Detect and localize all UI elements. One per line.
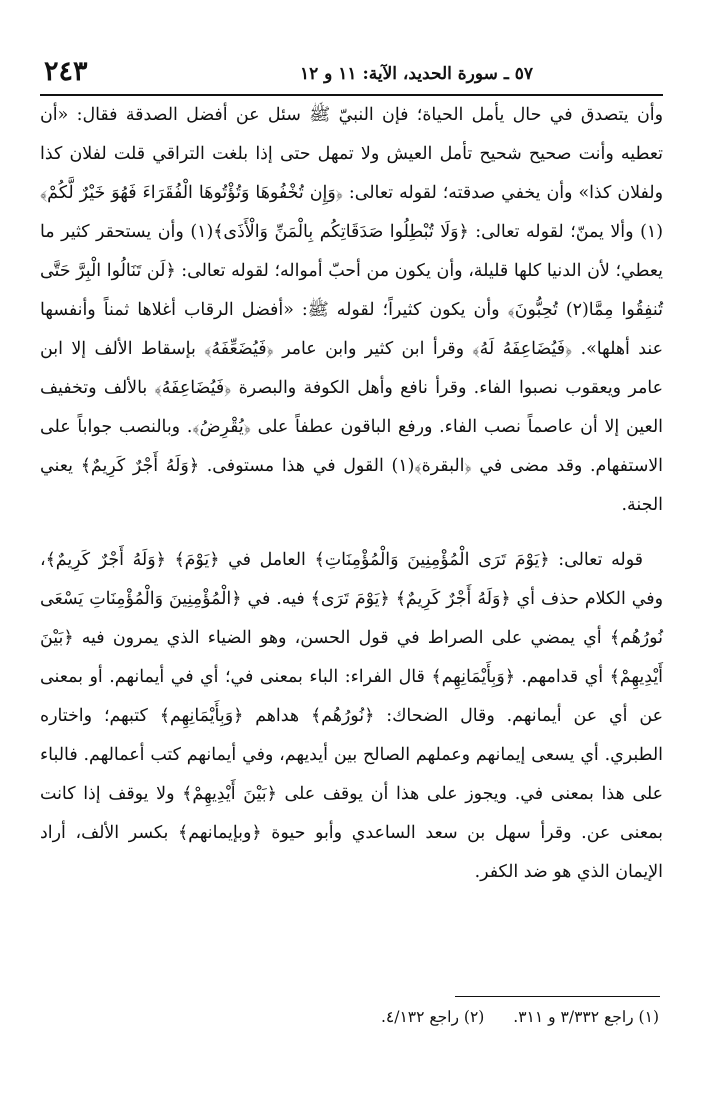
page-number: ٢٤٣ (44, 56, 88, 87)
paragraph: قوله تعالى: ﴿يَوْمَ تَرَى الْمُؤْمِنِينَ وَالْمُؤْمِنَاتِ﴾ العامل في ﴿يَوْمَ﴾ ﴿وَلَهُ أَجْرٌ كَرِيمٌ﴾، وفي الكلام حذف أي ﴿وَلَهُ أَجْرٌ كَرِيمٌ﴾ ﴿يَوْمَ تَرَى﴾ فيه. في ﴿الْمُؤْمِنِينَ وَالْمُؤْمِنَاتِ يَسْعَى نُورُهُم﴾ أي يمضي على الصراط في قول الحسن، وهو الضياء الذي يمرون فيه ﴿بَيْنَ أَيْدِيهِمْ﴾ أي قدامهم. ﴿وَبِأَيْمَانِهِم﴾ قال الفراء: الباء بمعنى في؛ أي في أيمانهم. أو بمعنى عن أي عن أيمانهم. وقال الضحاك: ﴿نُورُهُم﴾ هداهم ﴿وَبِأَيْمَانِهِم﴾ كتبهم؛ واختاره الطبري. أي يسعى إيمانهم وعملهم الصالح بين أيديهم، وفي أيمانهم كتب أعمالهم. فالباء على هذا بمعنى في. ويجوز على هذا أن يوقف على ﴿بَيْنَ أَيْدِيهِمْ﴾ ولا يوقف إذا كانت بمعنى عن. وقرأ سهل بن سعد الساعدي وأبو حيوة ﴿وبإيمانهم﴾ بكسر الألف، أراد الإيمان الذي هو ضد الكفر. (40, 550, 663, 882)
body-text (40, 96, 663, 892)
footnote: (١) راجع ٣/٣٣٢ و ٣١١. (513, 1008, 659, 1026)
running-title: ٥٧ ـ سورة الحديد، الآية: ١١ و ١٢ (299, 64, 533, 84)
paragraph: وأن يتصدق في حال يأمل الحياة؛ فإن النبيّ ﷺ سئل عن أفضل الصدقة فقال: «أن تعطيه وأنت صحيح شحيح تأمل العيش ولا تمهل حتى إذا بلغت التراقي قلت لفلان كذا ولفلان كذا» وأن يخفي صدقته؛ لقوله تعالى: ﴿وَإِن تُخْفُوهَا وَتُؤْتُوهَا الْفُقَرَاءَ فَهُوَ خَيْرٌ لَّكُمْ﴾(١) وألا يمنّ؛ لقوله تعالى: ﴿وَلَا تُبْطِلُوا صَدَقَاتِكُم بِالْمَنِّ وَالْأَذَى﴾(١) وأن يستحقر كثير ما يعطي؛ لأن الدنيا كلها قليلة، وأن يكون من أحبّ أمواله؛ لقوله تعالى: ﴿لَن تَنَالُوا الْبِرَّ حَتَّى تُنفِقُوا مِمَّا(٢) تُحِبُّونَ﴾ وأن يكون كثيراً؛ لقوله ﷺ: «أفضل الرقاب أغلاها ثمناً وأنفسها عند أهلها». ﴿فَيُضَاعِفَهُ لَهُ﴾ وقرأ ابن كثير وابن عامر ﴿فَيُضَعِّفَهُ﴾ بإسقاط الألف إلا ابن عامر ويعقوب نصبوا الفاء. وقرأ نافع وأهل الكوفة والبصرة ﴿فَيُضَاعِفَهُ﴾ بالألف وتخفيف العين إلا أن عاصماً نصب الفاء. ورفع الباقون عطفاً على ﴿يُقْرِضُ﴾. وبالنصب جواباً على الاستفهام. وقد مضى في ﴿البقرة﴾(١) القول في هذا مستوفى. ﴿وَلَهُ أَجْرٌ كَرِيمٌ﴾ يعني الجنة. (40, 105, 664, 515)
footnotes (59, 1008, 659, 1026)
footnote: (٢) راجع ٤/١٣٢. (380, 1008, 485, 1026)
footnote-divider (455, 996, 660, 997)
page-header (40, 52, 663, 96)
